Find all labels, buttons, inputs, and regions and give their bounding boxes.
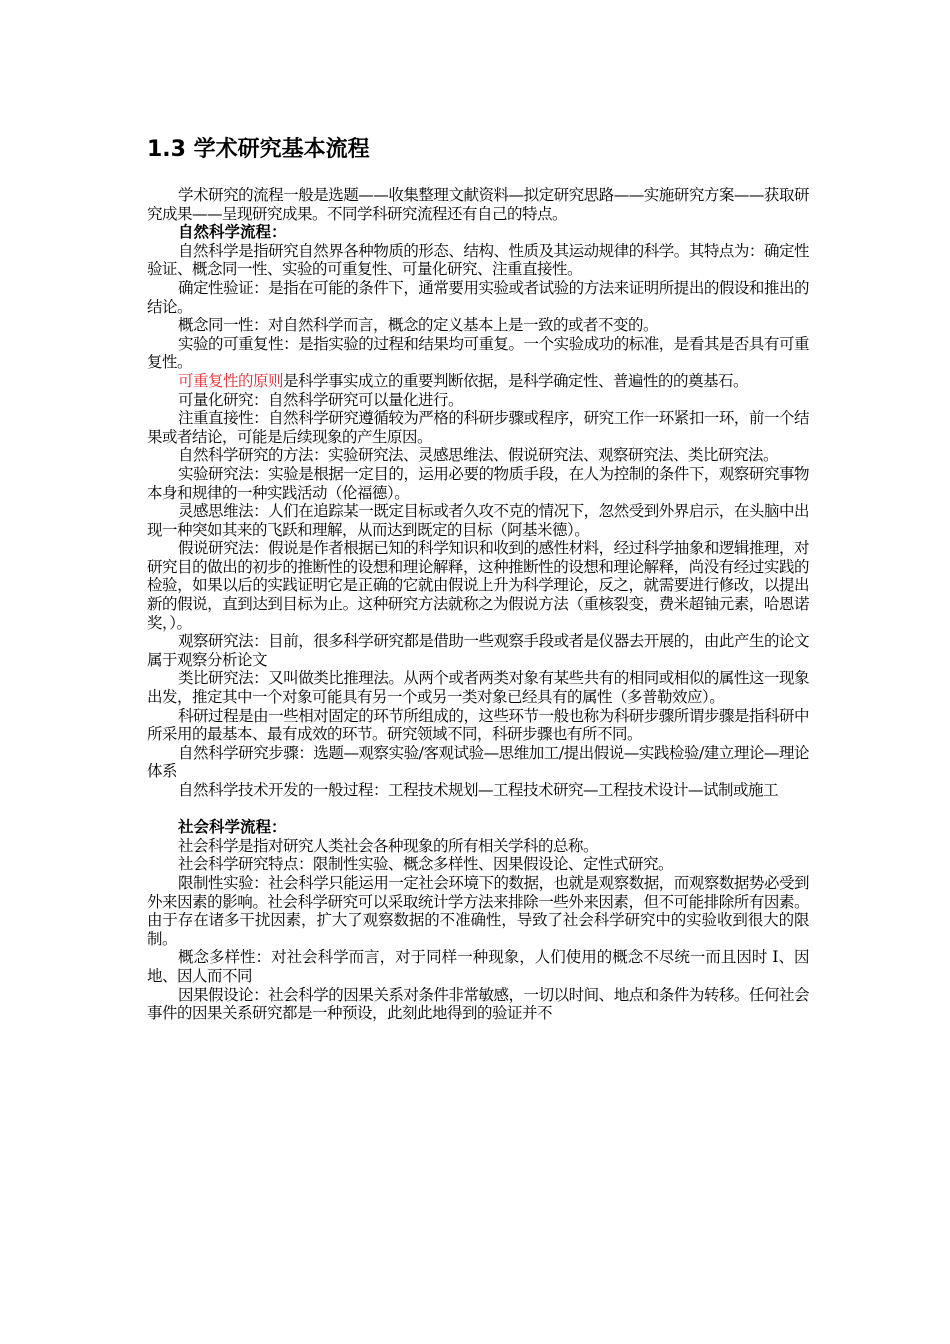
paragraph: 类比研究法：又叫做类比推理法。从两个或者两类对象有某些共有的相同或相似的属性这一现象出发，推定其中一个对象可能具有另一个或另一类对象已经具有的属性（多普勒效应）。: [147, 669, 809, 707]
paragraph-text: 是科学事实成立的重要判断依据，是科学确定性、普遍性的的奠基石。: [283, 371, 749, 390]
paragraph: 科研过程是由一些相对固定的环节所组成的，这些环节一般也称为科研步骤所谓步骤是指科研中所采用的最基本、最有成效的环节。研究领域不同，科研步骤也有所不同。: [147, 706, 809, 744]
paragraph: 限制性实验：社会科学只能运用一定社会环境下的数据，也就是观察数据，而观察数据势必受到外来因素的影响。社会科学研究可以采取统计学方法来排除一些外来因素，但不可能排除所有因素。由于存在诸多干扰因素，扩大了观察数据的不准确性，导致了社会科学研究中的实验收到很大的限制。: [147, 873, 809, 948]
blank-line: [147, 800, 809, 819]
paragraph: 注重直接性：自然科学研究遵循较为严格的科研步骤或程序，研究工作一环紧扣一环，前一个结果或者结论，可能是后续现象的产生原因。: [147, 409, 809, 446]
natural-science-heading: 自然科学流程：: [178, 223, 287, 242]
paragraph: 因果假设论：社会科学的因果关系对条件非常敏感，一切以时间、地点和条件为转移。任何社会事件的因果关系研究都是一种预设，此刻此地得到的验证并不: [147, 985, 809, 1023]
paragraph: 假说研究法：假说是作者根据已知的科学知识和收到的感性材料，经过科学抽象和逻辑推理，对研究目的做出的初步的推断性的设想和理论解释，这种推断性的设想和理论解释，尚没有经过实践的检验，如果以后的实践证明它是正确的它就由假说上升为科学理论，反之，就需要进行修改，以提出新的假说，直到达到目标为止。这种研究方法就称之为假说方法（重核裂变，费米超铀元素，哈恩诺奖，）。: [147, 539, 809, 632]
paragraph: 自然科学是指研究自然界各种物质的形态、结构、性质及其运动规律的科学。其特点为：确定性验证、概念同一性、实验的可重复性、可量化研究、注重直接性。: [147, 241, 809, 279]
paragraph: 观察研究法：目前，很多科学研究都是借助一些观察手段或者是仪器去开展的，由此产生的论文属于观察分析论文: [147, 632, 809, 669]
paragraph: 实验的可重复性：是指实验的过程和结果均可重复。一个实验成功的标准，是看其是否具有可重复性。: [147, 334, 809, 372]
highlighted-phrase: 可重复性的原则: [178, 371, 284, 390]
paragraph: 自然科学研究步骤：选题—观察实验/客观试验—思维加工/提出假说—实践检验/建立理论—理论体系: [147, 743, 809, 781]
paragraph: 社会科学是指对研究人类社会各种现象的所有相关学科的总称。: [178, 836, 599, 855]
paragraph: 实验研究法：实验是根据一定目的，运用必要的物质手段，在人为控制的条件下，观察研究事物本身和规律的一种实践活动（伦福德）。: [147, 464, 809, 502]
paragraph: 社会科学研究特点：限制性实验、概念多样性、因果假设论、定性式研究。: [178, 855, 674, 874]
social-science-heading: 社会科学流程：: [178, 818, 287, 837]
document-body: [147, 186, 809, 1023]
section-heading: 1.3 学术研究基本流程: [147, 137, 370, 162]
paragraph: 灵感思维法：人们在追踪某一既定目标或者久攻不克的情况下，忽然受到外界启示，在头脑中出现一种突如其来的飞跃和理解，从而达到既定的目标（阿基米德）。: [147, 502, 809, 539]
paragraph: 概念同一性：对自然科学而言，概念的定义基本上是一致的或者不变的。: [178, 316, 659, 335]
paragraph: 自然科学研究的方法：实验研究法、灵感思维法、假说研究法、观察研究法、类比研究法。: [178, 446, 779, 465]
paragraph: 自然科学技术开发的一般过程：工程技术规划—工程技术研究—工程技术设计—试制或施工: [178, 781, 779, 799]
paragraph: 概念多样性：对社会科学而言，对于同样一种现象，人们使用的概念不尽统一而且因时 I、因地、因人而不同: [147, 948, 809, 985]
paragraph: 确定性验证：是指在可能的条件下，通常要用实验或者试验的方法来证明所提出的假设和推出的结论。: [147, 278, 809, 316]
paragraph: 可量化研究：自然科学研究可以量化进行。: [178, 390, 464, 409]
paragraph: [147, 372, 809, 391]
intro-paragraph: 学术研究的流程一般是选题——收集整理文献资料—拟定研究思路——实施研究方案——获取研究成果——呈现研究成果。不同学科研究流程还有自己的特点。: [147, 186, 809, 223]
